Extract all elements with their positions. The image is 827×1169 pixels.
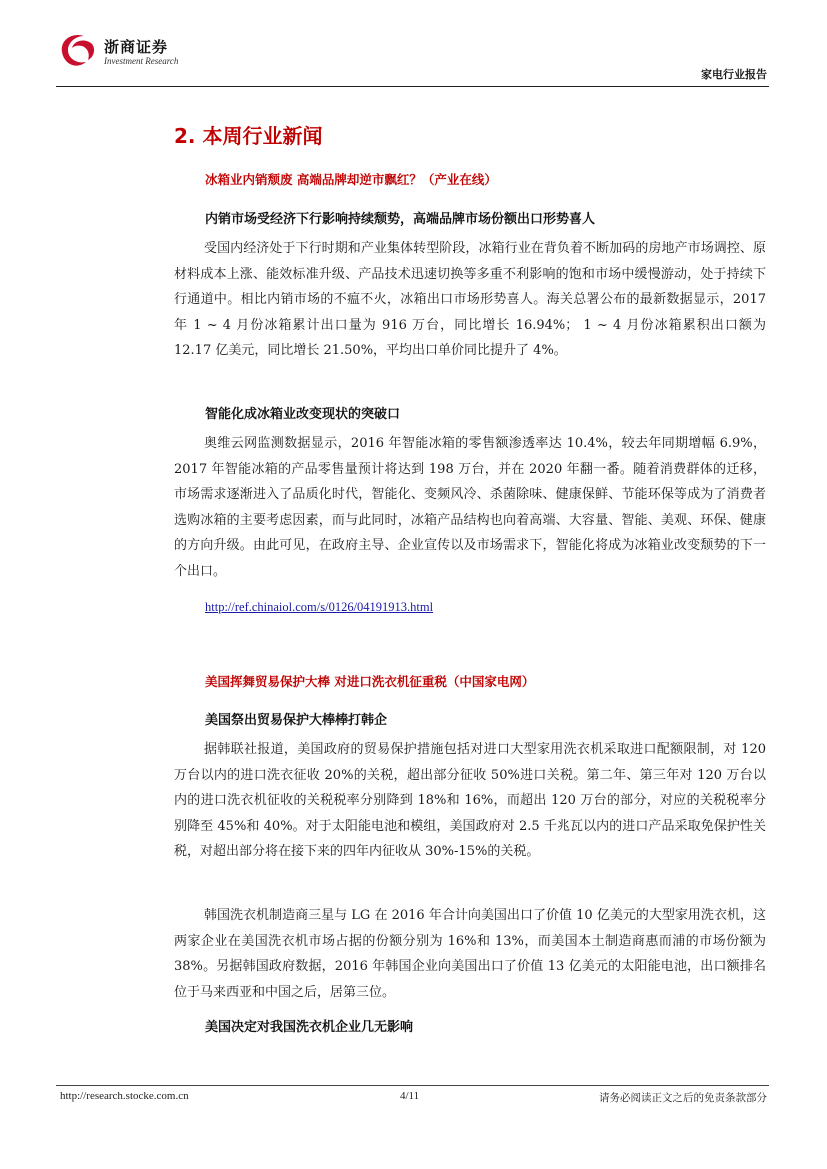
disclaimer-note: 请务必阅读正文之后的免责条款部分	[599, 1092, 767, 1104]
article-2-subtitle-2: 美国决定对我国洗衣机企业几无影响	[205, 1020, 414, 1035]
article-2-paragraph-1: 据韩联社报道，美国政府的贸易保护措施包括对进口大型家用洗衣机采取进口配额限制，对 120 万台以内的进口洗衣征收 20%的关税，超出部分征收 50%进口关税。第二年、第三年对 120 万台以内的进口洗衣机征收的关税税率分别降到 18%和 16%，而超出 120 万台的部分，对应的关税税率分别降至 45%和 40%。对于太阳能电池和模组，美国政府对 2.5 千兆瓦以内的进口产品采取免保护性关税，对超出部分将在接下来的四年内征收从 30%-15%的关税。	[174, 742, 766, 859]
page-number: 4/11	[400, 1090, 420, 1102]
brand-name-cn: 浙商证券	[104, 38, 169, 56]
header-divider	[56, 86, 769, 87]
logo-mark-icon	[56, 30, 100, 70]
article-1-title: 冰箱业内销颓废 高端品牌却逆市飘红？（产业在线）	[205, 172, 497, 187]
article-2-paragraph-2: 韩国洗衣机制造商三星与 LG 在 2016 年合计向美国出口了价值 10 亿美元的大型家用洗衣机，这两家企业在美国洗衣机市场占据的份额分别为 16%和 13%，而美国本土制造商惠而浦的市场份额为 38%。另据韩国政府数据，2016 年韩国企业向美国出口了价值 13 亿美元的太阳能电池，出口额排名位于马来西亚和中国之后，居第三位。	[174, 908, 766, 1000]
footer-divider	[56, 1085, 769, 1086]
brand-name-en: Investment Research	[104, 56, 179, 66]
company-logo	[56, 30, 179, 72]
footer-website[interactable]: http://research.stocke.com.cn	[60, 1090, 189, 1102]
article-1-subtitle-1: 内销市场受经济下行影响持续颓势，高端品牌市场份额出口形势喜人	[205, 212, 596, 227]
section-title: 2. 本周行业新闻	[174, 124, 323, 148]
article-1-subtitle-2: 智能化成冰箱业改变现状的突破口	[205, 407, 401, 422]
article-2-subtitle-1: 美国祭出贸易保护大棒棒打韩企	[205, 713, 388, 728]
article-1-source-link[interactable]: http://ref.chinaiol.com/s/0126/04191913.html	[205, 600, 434, 614]
article-1-paragraph-2: 奥维云网监测数据显示，2016 年智能冰箱的零售额渗透率达 10.4%，较去年同期增幅 6.9%，2017 年智能冰箱的产品零售量预计将达到 198 万台，并在 2020 年翻一番。随着消费群体的迁移，市场需求逐渐进入了品质化时代，智能化、变频风冷、杀菌除味、健康保鲜、节能环保等成为了消费者选购冰箱的主要考虑因素，而与此同时，冰箱产品结构也向着高端、大容量、智能、美观、环保、健康的方向升级。由此可见，在政府主导、企业宣传以及市场需求下，智能化将成为冰箱业改变颓势的下一个出口。	[174, 436, 766, 579]
article-2-title: 美国挥舞贸易保护大棒 对进口洗衣机征重税（中国家电网）	[205, 674, 535, 689]
article-1-paragraph-1: 受国内经济处于下行时期和产业集体转型阶段，冰箱行业在背负着不断加码的房地产市场调控、原材料成本上涨、能效标准升级、产品技术迅速切换等多重不利影响的饱和市场中缓慢游动，处于持续下行通道中。相比内销市场的不瘟不火，冰箱出口市场形势喜人。海关总署公布的最新数据显示，2017 年 1 ~ 4 月份冰箱累计出口量为 916 万台，同比增长 16.94%； 1 ~ 4 月份冰箱累积出口额为 12.17 亿美元，同比增长 21.50%，平均出口单价同比提升了 4%。	[174, 241, 766, 358]
report-type-label: 家电行业报告	[701, 68, 767, 81]
